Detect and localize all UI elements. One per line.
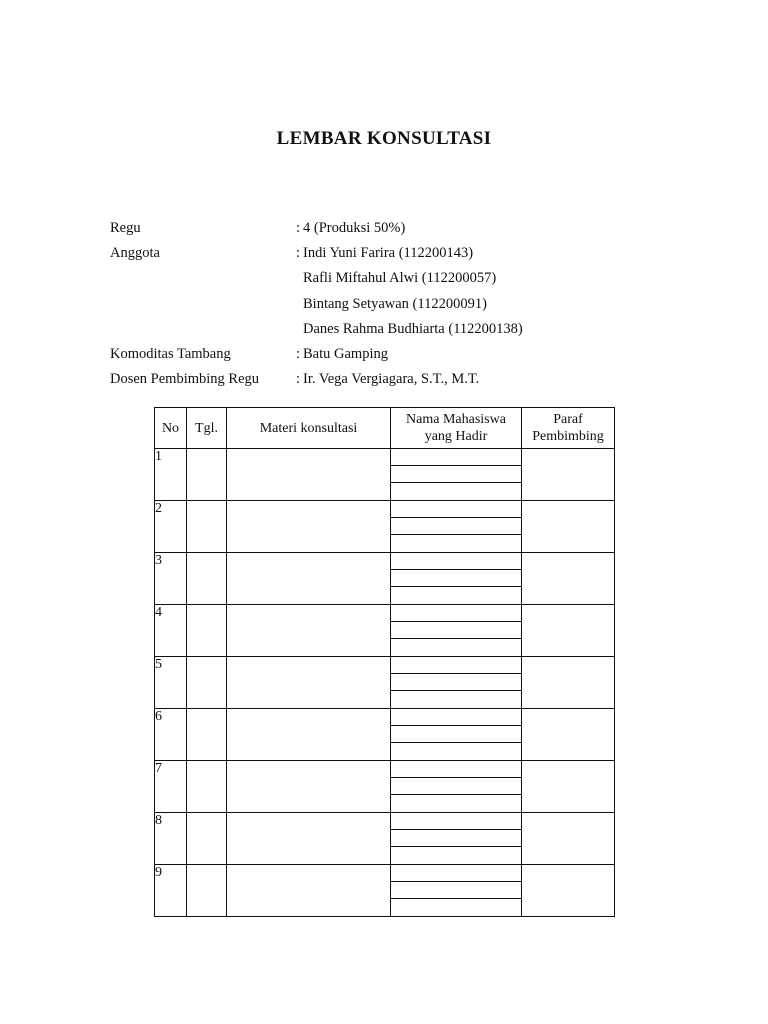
materi-cell[interactable] bbox=[227, 605, 391, 657]
row-number: 6 bbox=[155, 709, 187, 761]
anggota-label: Anggota bbox=[110, 245, 160, 262]
table-row bbox=[155, 553, 615, 605]
group-info bbox=[110, 216, 670, 392]
nama-mahasiswa-line[interactable] bbox=[391, 882, 521, 899]
materi-cell[interactable] bbox=[227, 449, 391, 501]
dosen-label: Dosen Pembimbing Regu bbox=[110, 371, 260, 388]
paraf-cell[interactable] bbox=[522, 761, 615, 813]
row-number: 8 bbox=[155, 813, 187, 865]
nama-mahasiswa-line[interactable] bbox=[391, 830, 521, 847]
paraf-cell[interactable] bbox=[522, 553, 615, 605]
nama-mahasiswa-line[interactable] bbox=[391, 605, 521, 622]
nama-mahasiswa-cell bbox=[391, 605, 522, 657]
table-row bbox=[155, 709, 615, 761]
materi-cell[interactable] bbox=[227, 501, 391, 553]
header-paraf-line1: Paraf bbox=[553, 412, 583, 427]
row-number: 7 bbox=[155, 761, 187, 813]
materi-cell[interactable] bbox=[227, 761, 391, 813]
nama-mahasiswa-line[interactable] bbox=[391, 899, 521, 916]
paraf-cell[interactable] bbox=[522, 813, 615, 865]
page-title: LEMBAR KONSULTASI bbox=[276, 128, 492, 149]
nama-mahasiswa-line[interactable] bbox=[391, 622, 521, 639]
tgl-cell[interactable] bbox=[187, 553, 227, 605]
nama-mahasiswa-cell bbox=[391, 449, 522, 501]
materi-cell[interactable] bbox=[227, 553, 391, 605]
nama-mahasiswa-line[interactable] bbox=[391, 778, 521, 795]
materi-cell[interactable] bbox=[227, 657, 391, 709]
nama-mahasiswa-line[interactable] bbox=[391, 674, 521, 691]
nama-mahasiswa-line[interactable] bbox=[391, 449, 521, 466]
nama-mahasiswa-line[interactable] bbox=[391, 795, 521, 812]
header-materi: Materi konsultasi bbox=[227, 408, 391, 449]
info-row-dosen bbox=[110, 367, 670, 392]
nama-mahasiswa-line[interactable] bbox=[391, 743, 521, 760]
nama-mahasiswa-line[interactable] bbox=[391, 726, 521, 743]
tgl-cell[interactable] bbox=[187, 605, 227, 657]
nama-mahasiswa-line[interactable] bbox=[391, 501, 521, 518]
consultation-table bbox=[154, 407, 615, 917]
paraf-cell[interactable] bbox=[522, 449, 615, 501]
materi-cell[interactable] bbox=[227, 813, 391, 865]
table-body bbox=[155, 449, 615, 917]
table-header-row bbox=[155, 408, 615, 449]
nama-mahasiswa-cell bbox=[391, 709, 522, 761]
info-row-komoditas bbox=[110, 342, 670, 367]
komoditas-value: Batu Gamping bbox=[303, 345, 388, 362]
nama-mahasiswa-line[interactable] bbox=[391, 587, 521, 604]
materi-cell[interactable] bbox=[227, 709, 391, 761]
nama-mahasiswa-cell bbox=[391, 501, 522, 553]
table-row bbox=[155, 865, 615, 917]
row-number: 9 bbox=[155, 865, 187, 917]
info-row-regu bbox=[110, 216, 670, 241]
paraf-cell[interactable] bbox=[522, 709, 615, 761]
info-row-anggota bbox=[110, 292, 670, 317]
header-nama-line2: yang Hadir bbox=[424, 429, 488, 444]
nama-mahasiswa-cell bbox=[391, 657, 522, 709]
nama-mahasiswa-line[interactable] bbox=[391, 518, 521, 535]
info-row-anggota bbox=[110, 241, 670, 266]
nama-mahasiswa-line[interactable] bbox=[391, 553, 521, 570]
header-nama bbox=[391, 408, 522, 449]
nama-mahasiswa-cell bbox=[391, 813, 522, 865]
row-number: 1 bbox=[155, 449, 187, 501]
table-row bbox=[155, 761, 615, 813]
tgl-cell[interactable] bbox=[187, 501, 227, 553]
tgl-cell[interactable] bbox=[187, 865, 227, 917]
dosen-colon: : bbox=[296, 371, 301, 388]
row-number: 3 bbox=[155, 553, 187, 605]
nama-mahasiswa-line[interactable] bbox=[391, 639, 521, 656]
nama-mahasiswa-line[interactable] bbox=[391, 466, 521, 483]
nama-mahasiswa-cell bbox=[391, 761, 522, 813]
nama-mahasiswa-cell bbox=[391, 865, 522, 917]
header-nama-line1: Nama Mahasiswa bbox=[406, 412, 506, 427]
nama-mahasiswa-line[interactable] bbox=[391, 570, 521, 587]
nama-mahasiswa-line[interactable] bbox=[391, 691, 521, 708]
table-row bbox=[155, 813, 615, 865]
komoditas-label: Komoditas Tambang bbox=[110, 345, 231, 362]
komoditas-colon: : bbox=[296, 345, 301, 362]
nama-mahasiswa-line[interactable] bbox=[391, 865, 521, 882]
row-number: 2 bbox=[155, 501, 187, 553]
header-paraf-line2: Pembimbing bbox=[532, 429, 604, 444]
paraf-cell[interactable] bbox=[522, 605, 615, 657]
header-tgl: Tgl. bbox=[187, 408, 227, 449]
dosen-value: Ir. Vega Vergiagara, S.T., M.T. bbox=[303, 371, 480, 388]
info-row-anggota bbox=[110, 266, 670, 291]
tgl-cell[interactable] bbox=[187, 761, 227, 813]
paraf-cell[interactable] bbox=[522, 865, 615, 917]
nama-mahasiswa-line[interactable] bbox=[391, 847, 521, 864]
regu-label: Regu bbox=[110, 220, 141, 236]
table-row bbox=[155, 501, 615, 553]
materi-cell[interactable] bbox=[227, 865, 391, 917]
row-number: 4 bbox=[155, 605, 187, 657]
nama-mahasiswa-line[interactable] bbox=[391, 657, 521, 674]
anggota-member: Indi Yuni Farira (112200143) bbox=[303, 245, 474, 262]
nama-mahasiswa-line[interactable] bbox=[391, 709, 521, 726]
nama-mahasiswa-line[interactable] bbox=[391, 813, 521, 830]
anggota-member: Bintang Setyawan (112200091) bbox=[303, 295, 487, 312]
nama-mahasiswa-cell bbox=[391, 553, 522, 605]
header-no: No bbox=[155, 408, 187, 449]
tgl-cell[interactable] bbox=[187, 449, 227, 501]
anggota-member: Rafli Miftahul Alwi (112200057) bbox=[303, 270, 497, 287]
tgl-cell[interactable] bbox=[187, 709, 227, 761]
info-row-anggota bbox=[110, 317, 670, 342]
paraf-cell[interactable] bbox=[522, 657, 615, 709]
anggota-member: Danes Rahma Budhiarta (112200138) bbox=[303, 320, 523, 337]
nama-mahasiswa-line[interactable] bbox=[391, 483, 521, 500]
row-number: 5 bbox=[155, 657, 187, 709]
nama-mahasiswa-line[interactable] bbox=[391, 535, 521, 552]
anggota-colon: : bbox=[296, 245, 301, 262]
header-paraf bbox=[522, 408, 615, 449]
table-row bbox=[155, 449, 615, 501]
regu-colon: : bbox=[296, 220, 301, 236]
regu-value: 4 (Produksi 50%) bbox=[303, 220, 406, 236]
table-row bbox=[155, 657, 615, 709]
paraf-cell[interactable] bbox=[522, 501, 615, 553]
tgl-cell[interactable] bbox=[187, 813, 227, 865]
nama-mahasiswa-line[interactable] bbox=[391, 761, 521, 778]
tgl-cell[interactable] bbox=[187, 657, 227, 709]
table-row bbox=[155, 605, 615, 657]
